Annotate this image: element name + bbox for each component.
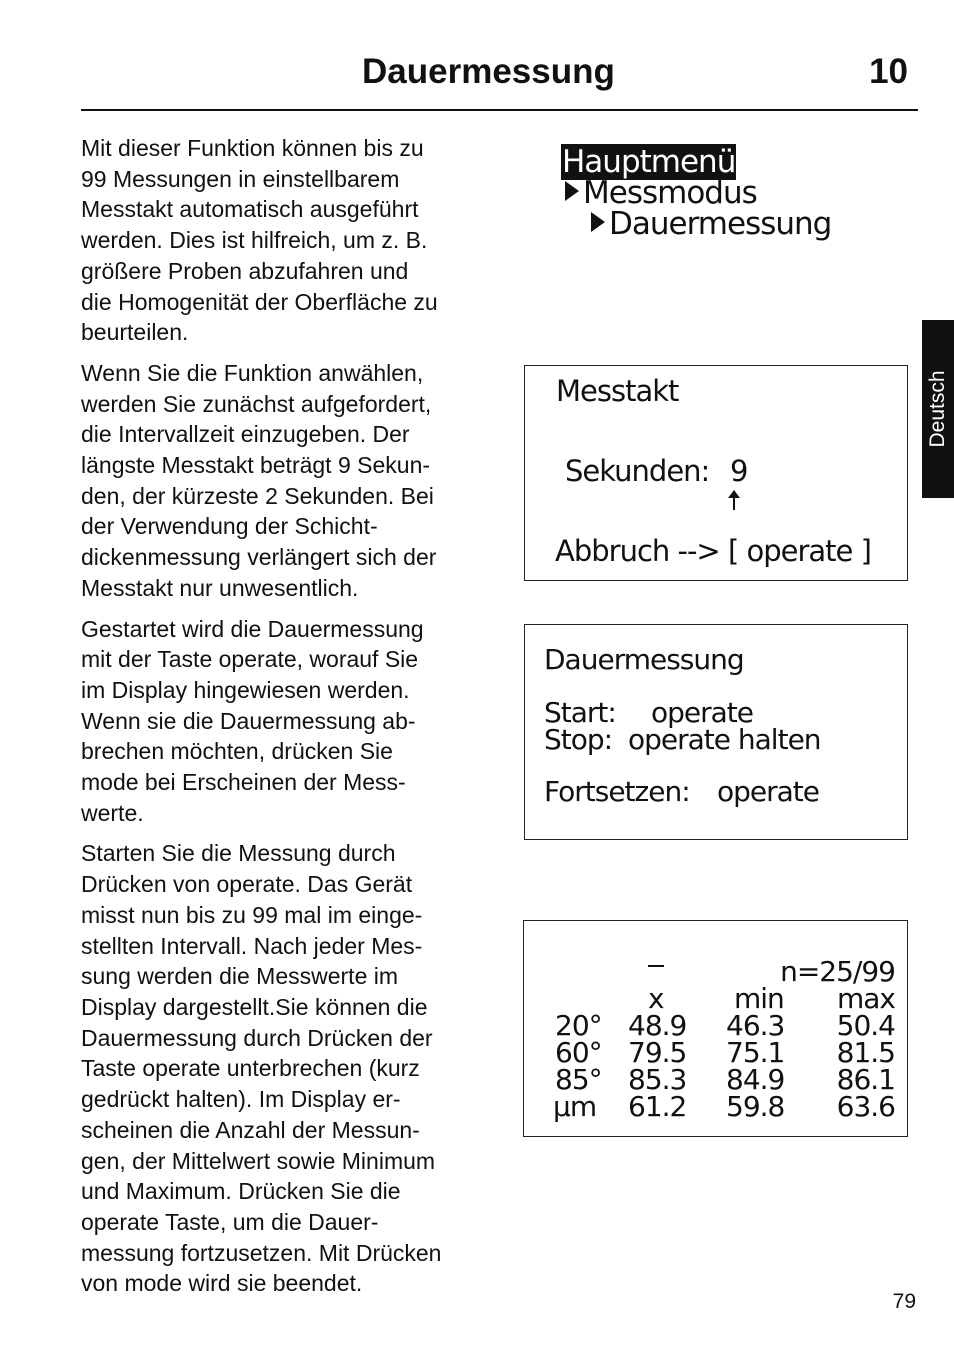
body-text: [81, 133, 496, 1309]
triangle-right-icon: [565, 181, 579, 201]
text-line: werden Sie zunächst aufgefordert,: [81, 390, 432, 417]
text-line: messung fortzusetzen. Mit Drücken: [81, 1239, 442, 1266]
stop-label: Stop:: [544, 723, 613, 756]
row-mean: 48.9: [628, 1009, 687, 1042]
text-line: längste Messtakt beträgt 9 Sekun-: [81, 452, 431, 479]
language-tab: [922, 320, 954, 498]
row-mean: 61.2: [628, 1090, 687, 1123]
text-line: Mit dieser Funktion können bis zu: [81, 135, 424, 161]
header-rule: [81, 109, 918, 111]
column-max: max: [836, 982, 895, 1015]
seconds-label: Sekunden:: [565, 454, 710, 488]
row-mean: 79.5: [628, 1036, 687, 1069]
continue-value: operate: [717, 775, 820, 808]
text-line: 99 Messungen in einstellbarem: [81, 165, 400, 192]
continue-label: Fortsetzen:: [544, 775, 690, 808]
display-results: [523, 920, 908, 1137]
column-min: min: [734, 982, 784, 1015]
text-line: von mode wird sie beendet.: [81, 1270, 363, 1297]
menu-level-1-label: Messmodus: [583, 175, 757, 211]
text-line: werden. Dies ist hilfreich, um z. B.: [81, 227, 428, 254]
column-mean: x: [648, 982, 664, 1015]
display-start-stop: [524, 624, 908, 840]
row-label: 20°: [555, 1009, 602, 1042]
text-line: beurteilen.: [81, 319, 189, 346]
row-max: 86.1: [836, 1063, 895, 1096]
text-line: Dauermessung durch Drücken der: [81, 1024, 433, 1051]
measurement-count: n=25/99: [780, 955, 895, 988]
text-line: Messtakt automatisch ausgeführt: [81, 196, 419, 223]
text-line: scheinen die Anzahl der Messun-: [81, 1116, 420, 1143]
start-label: Start:: [544, 696, 616, 729]
menu-main-highlight: Hauptmenü: [562, 144, 736, 180]
menu-main: [561, 144, 736, 180]
row-min: 46.3: [726, 1009, 785, 1042]
text-line: größere Proben abzufahren und: [81, 257, 409, 284]
row-min: 75.1: [726, 1036, 785, 1069]
display-interval: [524, 365, 908, 581]
seconds-value: 9: [730, 454, 748, 488]
paragraph-2: [81, 358, 496, 604]
row-mean: 85.3: [628, 1063, 687, 1096]
page-title: Dauermessung: [362, 52, 615, 91]
text-line: Starten Sie die Messung durch: [81, 840, 396, 867]
start-value: operate: [651, 696, 754, 729]
triangle-right-icon: [591, 212, 605, 232]
start-title: Dauermessung: [544, 643, 744, 676]
text-line: operate Taste, um die Dauer-: [81, 1208, 379, 1235]
text-line: stellten Intervall. Nach jeder Mes-: [81, 932, 423, 959]
text-line: Wenn Sie die Funktion anwählen,: [81, 359, 424, 386]
row-min: 84.9: [726, 1063, 785, 1096]
row-max: 81.5: [836, 1036, 895, 1069]
language-tab-label: Deutsch: [926, 370, 949, 448]
text-line: werte.: [81, 799, 144, 826]
paragraph-3: [81, 614, 496, 829]
text-line: dickenmessung verlängert sich der: [81, 544, 437, 571]
row-label: µm: [553, 1090, 597, 1123]
row-label: 85°: [555, 1063, 602, 1096]
text-line: sung werden die Messwerte im: [81, 963, 399, 990]
text-line: Messtakt nur unwesentlich.: [81, 574, 359, 601]
interval-title: Messtakt: [556, 374, 679, 408]
arrow-up-icon: [733, 494, 735, 510]
text-line: und Maximum. Drücken Sie die: [81, 1178, 401, 1205]
text-line: gen, der Mittelwert sowie Minimum: [81, 1147, 436, 1174]
text-line: misst nun bis zu 99 mal im einge-: [81, 901, 423, 928]
text-line: den, der kürzeste 2 Sekunden. Bei: [81, 482, 434, 509]
text-line: brechen möchten, drücken Sie: [81, 738, 393, 765]
paragraph-1: [81, 133, 496, 348]
text-line: mit der Taste operate, worauf Sie: [81, 646, 419, 673]
row-label: 60°: [555, 1036, 602, 1069]
text-line: die Homogenität der Oberfläche zu: [81, 288, 438, 315]
text-line: Gestartet wird die Dauermessung: [81, 615, 424, 642]
chapter-number: 10: [869, 52, 908, 91]
row-max: 50.4: [836, 1009, 895, 1042]
text-line: der Verwendung der Schicht-: [81, 513, 378, 540]
menu-level-2-label: Dauermessung: [609, 206, 832, 242]
text-line: Display dargestellt.Sie können die: [81, 993, 428, 1020]
row-max: 63.6: [836, 1090, 895, 1123]
text-line: Wenn sie die Dauermessung ab-: [81, 707, 416, 734]
text-line: im Display hingewiesen werden.: [81, 676, 410, 703]
abort-hint: Abbruch --> [ operate ]: [555, 534, 871, 568]
mean-overline: [648, 965, 664, 967]
menu-level-1: [565, 175, 757, 211]
menu-level-2: [591, 206, 832, 242]
text-line: die Intervallzeit einzugeben. Der: [81, 421, 410, 448]
text-line: Drücken von operate. Das Gerät: [81, 871, 413, 898]
text-line: mode bei Erscheinen der Mess-: [81, 769, 406, 796]
text-line: gedrückt halten). Im Display er-: [81, 1086, 401, 1113]
page-number: 79: [892, 1290, 916, 1313]
text-line: Taste operate unterbrechen (kurz: [81, 1055, 420, 1082]
stop-value: operate halten: [628, 723, 821, 756]
paragraph-4: [81, 838, 496, 1299]
row-min: 59.8: [726, 1090, 785, 1123]
